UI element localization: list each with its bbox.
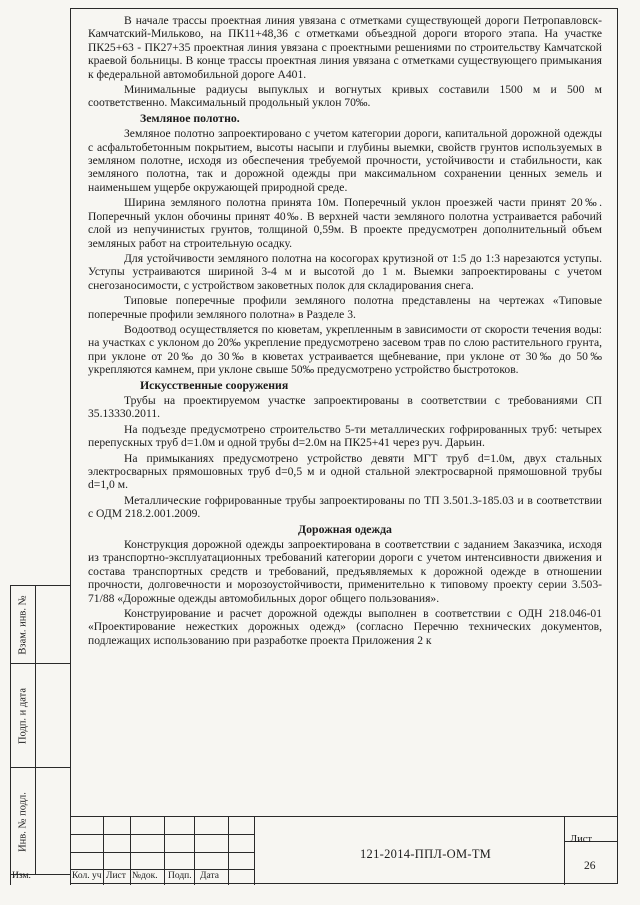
tb-col-line: [194, 817, 195, 885]
paragraph: Минимальные радиусы выпуклых и вогнутых кривых составили 1500 м и 500 м соответственно. Максимальный продольный уклон 70‰.: [88, 83, 602, 110]
document-body: [88, 14, 602, 649]
paragraph: Для устойчивости земляного полотна на косогорах крутизной от 1:5 до 1:3 нарезаются уступы. Уступы устраиваются шириной 3-4 м и высотой до 1 м. Выемки запроектированы с учетом снегозаносимости, с устройством заковетных полок для складирования снега.: [88, 251, 602, 292]
side-cell-inv: [11, 768, 35, 876]
paragraph: На примыканиях предусмотрено устройство девяти МГТ труб d=1.0м, двух стальных электросварных прямошовных труб d=0,5 м и одной стальной электросварной прямошовной трубы d=1,0 м.: [88, 451, 602, 492]
paragraph: В начале трассы проектная линия увязана с отметками существующей дороги Петропавловск-Камчатский-Мильково, на ПК11+48,36 с отметками объездной дороги второго этапа. На участке ПК25+63 - ПК27+35 проектная линия увязана с проектными решениями по строительству Камчатской краевой больницы. В конце трассы проектная линия увязана с отметками существующего примыкания к федеральной автомобильной дороге А401.: [88, 14, 602, 81]
tb-row-line: [70, 852, 254, 853]
sheet-number: 26: [584, 860, 596, 872]
tb-col-line: [130, 817, 131, 885]
tb-col-line: [70, 817, 71, 885]
paragraph: Металлические гофрированные трубы запроектированы по ТП 3.501.3-185.03 и в соответствии с ОДМ 218.2.001.2009.: [88, 493, 602, 521]
section-heading-pavement: Дорожная одежда: [298, 521, 392, 536]
side-cell-vzam: [11, 586, 35, 664]
side-cell-podp: [11, 664, 35, 768]
section-heading-structures: Искусственные сооружения: [140, 377, 289, 392]
side-value-vzam: [35, 586, 71, 664]
side-label-podp: Подп. и дата: [17, 687, 29, 744]
document-code: 121-2014-ППЛ-ОМ-ТМ: [360, 847, 492, 861]
tb-col-line: [254, 817, 255, 885]
side-value-inv: [35, 768, 71, 876]
side-value-podp: [35, 664, 71, 768]
tb-cap-kol: Кол. уч: [72, 871, 102, 881]
section-heading-earthwork: Земляное полотно.: [140, 110, 240, 125]
tb-cap-list: Лист: [106, 871, 126, 881]
side-stamp-label-column: [11, 586, 36, 874]
tb-col-line: [103, 817, 104, 885]
tb-cap-podp: Подп.: [168, 871, 192, 881]
side-stamp-value-column: [35, 586, 71, 874]
tb-cap-data: Дата: [200, 871, 219, 881]
side-stamp: [10, 585, 70, 875]
paragraph: Типовые поперечные профили земляного полотна представлены на чертежах «Типовые поперечные профили земляного полотна» в Разделе 3.: [88, 294, 602, 321]
sheet-label: Лист: [570, 834, 592, 845]
tb-col-line: [164, 817, 165, 885]
tb-col-line: [228, 817, 229, 885]
paragraph: Ширина земляного полотна принята 10м. Поперечный уклон проезжей части принят 20‰. Поперечный уклон обочины принят 40‰. В верхней части земляного полотна устраивается рабочий слой из непучинистых грунтов, толщиной 0,59м. В проекте предусмотрен дополнительный объем земляных работ на строительную осадку.: [88, 196, 602, 250]
side-label-inv: Инв. № подл.: [17, 792, 29, 852]
tb-col-line: [10, 817, 11, 885]
paragraph: Водоотвод осуществляется по кюветам, укрепленным в зависимости от скорости течения воды: на участках с уклоном до 20‰ укрепление предусмотрено засевом трав по слою растительного грунта, при уклоне от 20‰ до 30‰ в кюветах устраивается щебневание, при уклоне от 30‰ до 50‰ укрепляются камнем, при уклоне свыше 50‰ предусмотрено устройство быстротоков.: [88, 322, 602, 377]
paragraph: Трубы на проектируемом участке запроектированы в соответствии с требованиями СП 35.13330.2011.: [88, 393, 602, 421]
side-label-vzam: Взам. инв. №: [17, 594, 29, 655]
paragraph: Конструирование и расчет дорожной одежды выполнен в соответствии с ОДН 218.046-01 «Проектирование нежестких дорожных одежд» (согласно Перечню технических документов, подлежащих использованию при разработке проекта Приложения 2 к: [88, 607, 602, 647]
tb-col-line: [564, 817, 565, 885]
tb-cap-ndok: №док.: [132, 871, 158, 881]
paragraph: Конструкция дорожной одежды запроектирована в соответствии с заданием Заказчика, исходя из транспортно-эксплуатационных требований категории дороги с учетом интенсивности движения и состава транспортных средств и требований, предъявляемых к дорожной одежде в отношении прочности, долговечности и морозоустойчивости, применительно к типовому проекту серии 3.503-71/88 «Дорожные одежды автомобильных дорог общего пользования».: [88, 538, 602, 605]
paragraph: Земляное полотно запроектировано с учетом категории дороги, капитальной дорожной одежды с асфальтобетонным покрытием, высоты насыпи и глубины выемки, свойств грунтов используемых в земляном полотне, исходя из обеспечения требуемой прочности, устойчивости и стабильности, как земляного полотна, так и дорожной одежды при максимальном сохранении ценных земель и наименьшем ущербе окружающей природной среде.: [88, 127, 602, 194]
tb-row-line: [70, 834, 254, 835]
paragraph: На подъезде предусмотрено строительство 5-ти металлических гофрированных труб: четырех перепускных труб d=1.0м и одной трубы d=2.0м на ПК25+41 через руч. Дарьин.: [88, 422, 602, 450]
tb-row-line: [70, 869, 254, 870]
tb-cap-izm: Изм.: [12, 871, 31, 881]
